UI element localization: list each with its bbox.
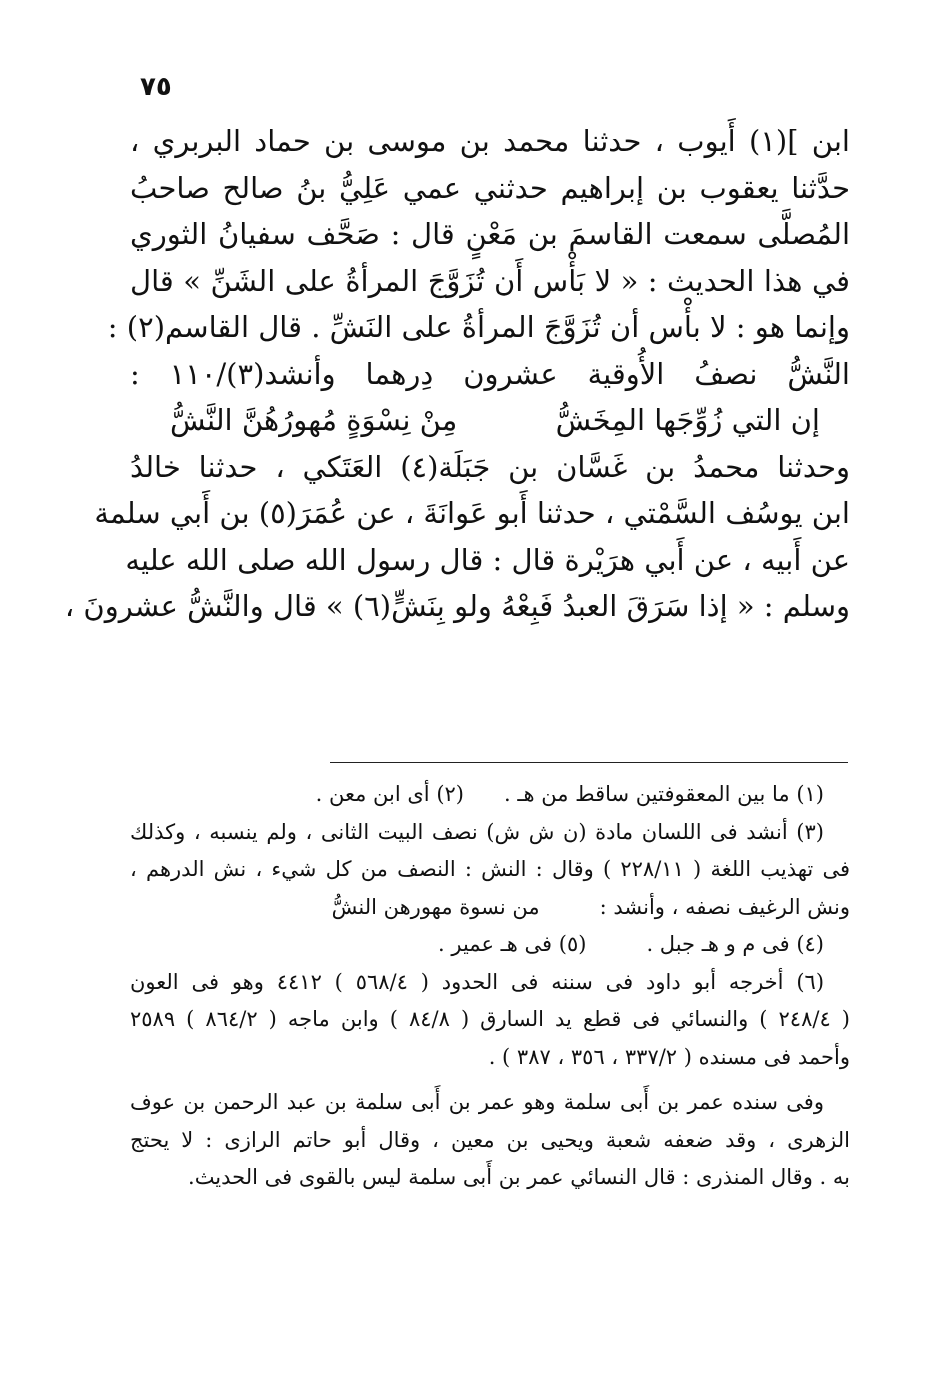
footnote-2: (٢) أى ابن معن . (315, 782, 464, 806)
verse-first-hemistich: إن التي زُوِّجَها المِخَشُّ (555, 403, 820, 437)
footnote-3-line: فى تهذيب اللغة ( ٢٢٨/١١ ) وقال : النش : النصف من كل شيء ، نش الدرهم ، (130, 857, 850, 881)
commentary-line: به . وقال المنذرى : قال النسائي عمر بن أَبى سلمة ليس بالقوى فى الحديث. (188, 1165, 850, 1189)
footnote-line (130, 926, 850, 964)
main-text (64, 118, 851, 630)
text-line: ابن ](١) أَيوب ، حدثنا محمد بن موسى بن حماد البربري ، (130, 124, 850, 158)
footnote-6-line: وأحمد فى مسنده ( ٣٣٧/٢ ، ٣٥٦ ، ٣٨٧ ) . (488, 1044, 850, 1069)
footnotes (130, 776, 850, 1197)
text-line: في هذا الحديث : « لا بَأْس أَن تُزَوَّجَ المرأةُ على الشَنِّ » قال (130, 263, 850, 298)
verse-second-hemistich: مِنْ نِسْوَةٍ مُهورُهُنَّ النَّشُّ (170, 403, 458, 437)
footnote-5: (٥) فى هـ عمير . (438, 932, 587, 956)
text-line: حدَّثنا يعقوب بن إبراهيم حدثني عمي عَلِيُّ بنُ صالح صاحبُ (130, 170, 850, 205)
footnote-6-line: ( ٢٤٨/٤ ) والنسائي فى قطع يد السارق ( ٨٤/٨ ) وابن ماجه ( ٨٦٤/٢ ) ٢٥٨٩ (130, 1007, 850, 1031)
footnote-3-text: ونش الرغيف نصفه ، وأنشد : (599, 894, 850, 919)
text-line: ابن يوسُف السَّمْتي ، حدثنا أَبو عَوانَةَ ، عن عُمَرَ(٥) بن أَبي سلمة (94, 496, 850, 530)
text-line: النَّشُّ نصفُ الأُوقية عشرون دِرهما وأنشد(٣)/١١٠ : (130, 356, 850, 391)
text-line: وسلم : « إذا سَرَقَ العبدُ فَبِعْهُ ولو بِنَشٍّ(٦) » قال والنَّشُّ عشرونَ ، (64, 589, 850, 623)
text-line: وإنما هو : لا بأْس أن تُزَوَّجَ المرأةُ على النَشِّ . قال القاسم(٢) : (107, 310, 850, 344)
commentary-line: وفى سنده عمر بن أَبى سلمة وهو عمر بن أَبى سلمة بن عبد الرحمن بن عوف (130, 1090, 824, 1114)
footnote-3-line: (٣) أنشد فى اللسان مادة (ن ش ش) نصف البيت الثانى ، ولم ينسبه ، وكذلك (130, 819, 824, 844)
text-line: المُصلَّى سمعت القاسمَ بن مَعْنٍ قال : صَحَّف سفيانُ الثوري (130, 217, 850, 251)
footnote-1: (١) ما بين المعقوفتين ساقط من هـ . (504, 782, 824, 806)
footnote-divider (330, 762, 848, 763)
text-line: وحدثنا محمدُ بن غَسَّان بن جَبَلَة(٤) العَتَكي ، حدثنا خالدُ (130, 449, 851, 484)
page-number: ٧٥ (140, 72, 172, 102)
footnote-4: (٤) فى م و هـ جبل . (646, 932, 824, 956)
footnote-3-line (130, 889, 850, 927)
commentary-line: الزهرى ، وقد ضعفه شعبة ويحيى بن معين ، وقال أبو حاتم الرازى : لا يحتج (130, 1127, 850, 1152)
footnote-line (130, 776, 850, 814)
poetry-verse (130, 397, 850, 444)
footnote-3-verse: من نسوة مهورهن النشُّ (331, 894, 540, 919)
text-line: عن أَبيه ، عن أَبي هرَيْرة قال : قال رسول الله صلى الله عليه (125, 542, 850, 577)
footnote-6-line: (٦) أخرجه أبو داود فى سننه فى الحدود ( ٥٦٨/٤ ) ٤٤١٢ وهو فى العون (130, 969, 825, 994)
